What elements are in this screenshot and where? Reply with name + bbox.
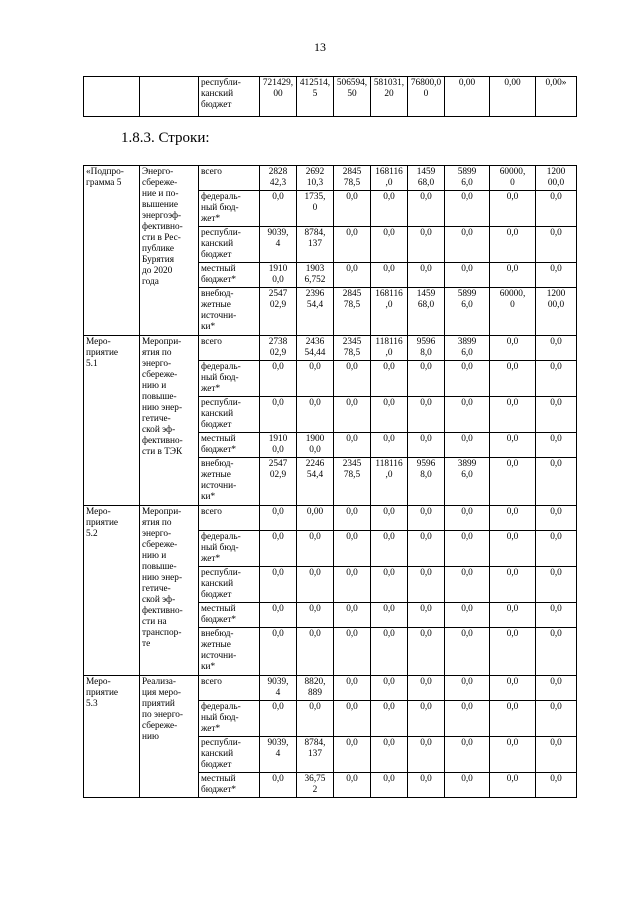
budget-table-continuation	[83, 76, 577, 117]
value-cell: 581031, 20	[371, 77, 408, 117]
value-cell: 0,0	[371, 676, 408, 701]
funding-source-cell: всего	[199, 506, 260, 531]
value-cell: 3899 6,0	[445, 458, 490, 506]
value-cell: 0,0	[334, 773, 371, 798]
value-cell: 0,0	[490, 433, 536, 458]
value-cell: 0,0	[334, 676, 371, 701]
value-cell: 0,0	[260, 773, 297, 798]
value-cell: 0,0	[371, 628, 408, 676]
value-cell: 0,0	[536, 263, 577, 288]
value-cell: 2246 54,4	[297, 458, 334, 506]
value-cell: 0,0	[408, 567, 445, 603]
program-name-cell: Реализа- ция меро- приятий по энерго- сбереже- нию	[140, 676, 199, 798]
value-cell: 0,0	[297, 567, 334, 603]
value-cell: 0,0	[371, 397, 408, 433]
value-cell: 2436 54,44	[297, 336, 334, 361]
funding-source-cell: республи- канский бюджет	[199, 397, 260, 433]
value-cell: 0,0	[536, 361, 577, 397]
value-cell: 2845 78,5	[334, 288, 371, 336]
value-cell: 0,0	[445, 263, 490, 288]
funding-source-cell: республи- канский бюджет	[199, 737, 260, 773]
value-cell: 1200 00,0	[536, 166, 577, 191]
value-cell: 0,0	[445, 227, 490, 263]
value-cell: 0,0	[445, 701, 490, 737]
value-cell: 0,0	[334, 603, 371, 628]
value-cell: 0,0	[490, 227, 536, 263]
value-cell: 0,0	[408, 397, 445, 433]
value-cell: 0,0	[334, 737, 371, 773]
value-cell: 0,0	[334, 506, 371, 531]
funding-source-cell: внебюд- жетные источни- ки*	[199, 288, 260, 336]
funding-source-cell: республи- канский бюджет	[199, 567, 260, 603]
value-cell: 0,0	[445, 531, 490, 567]
value-cell: 9039, 4	[260, 737, 297, 773]
program-name-cell: Меропри- ятия по энерго- сбереже- нию и повыше- нию энер- гетиче- ской эф- фективно- сти на транспор- те	[140, 506, 199, 676]
value-cell: 0,0	[490, 603, 536, 628]
value-cell: 0,0	[371, 506, 408, 531]
value-cell: 0,0	[490, 506, 536, 531]
table-row	[84, 77, 577, 117]
value-cell: 0,0	[408, 603, 445, 628]
value-cell: 9596 8,0	[408, 336, 445, 361]
funding-source-cell: внебюд- жетные источни- ки*	[199, 458, 260, 506]
value-cell: 2692 10,3	[297, 166, 334, 191]
value-cell: 506594, 50	[334, 77, 371, 117]
value-cell: 0,0	[445, 737, 490, 773]
value-cell: 0,0	[536, 506, 577, 531]
value-cell: 0,0	[490, 567, 536, 603]
funding-source-cell: местный бюджет*	[199, 773, 260, 798]
value-cell: 60000, 0	[490, 166, 536, 191]
value-cell: 0,0	[445, 676, 490, 701]
value-cell: 0,0	[536, 603, 577, 628]
value-cell: 60000, 0	[490, 288, 536, 336]
program-name-cell: Энерго- сбереже- ние и по- вышение энергоэф- фективно- сти в Рес- публике Бурятия до 2020 года	[140, 166, 199, 336]
funding-source-cell: федераль- ный бюд- жет*	[199, 361, 260, 397]
funding-source-cell: республи- канский бюджет	[199, 77, 260, 117]
value-cell: 0,0	[371, 531, 408, 567]
value-cell: 0,0	[490, 701, 536, 737]
value-cell: 3899 6,0	[445, 336, 490, 361]
value-cell: 0,0	[260, 531, 297, 567]
value-cell: 0,0	[445, 433, 490, 458]
value-cell: 0,0	[536, 227, 577, 263]
value-cell: 0,0	[334, 531, 371, 567]
value-cell: 1459 68,0	[408, 166, 445, 191]
value-cell: 0,0	[297, 701, 334, 737]
budget-table	[83, 165, 577, 798]
value-cell: 5899 6,0	[445, 166, 490, 191]
value-cell: 0,0	[408, 361, 445, 397]
value-cell: 168116 ,0	[371, 166, 408, 191]
value-cell: 118116 ,0	[371, 458, 408, 506]
value-cell: 0,0	[490, 336, 536, 361]
value-cell: 0,0	[408, 263, 445, 288]
value-cell: 0,0	[445, 506, 490, 531]
value-cell: 2828 42,3	[260, 166, 297, 191]
value-cell: 0,0	[297, 361, 334, 397]
program-code-cell: Меро- приятие 5.1	[84, 336, 140, 506]
value-cell: 0,0	[408, 737, 445, 773]
value-cell: 0,0	[260, 567, 297, 603]
value-cell: 1735, 0	[297, 191, 334, 227]
value-cell: 2345 78,5	[334, 458, 371, 506]
value-cell: 0,00	[445, 77, 490, 117]
funding-source-cell: местный бюджет*	[199, 263, 260, 288]
value-cell: 0,0	[445, 567, 490, 603]
table-row	[84, 166, 577, 191]
value-cell: 0,0	[445, 191, 490, 227]
value-cell: 0,0	[536, 567, 577, 603]
value-cell: 0,0	[297, 397, 334, 433]
value-cell: 0,0	[334, 263, 371, 288]
funding-source-cell: республи- канский бюджет	[199, 227, 260, 263]
table-row	[84, 506, 577, 531]
value-cell: 0,00	[297, 506, 334, 531]
value-cell: 0,0	[490, 191, 536, 227]
value-cell: 0,0	[490, 773, 536, 798]
value-cell: 1903 6,752	[297, 263, 334, 288]
program-code-cell: Меро- приятие 5.2	[84, 506, 140, 676]
value-cell: 0,0	[260, 628, 297, 676]
value-cell: 0,0	[260, 397, 297, 433]
value-cell: 0,0	[490, 676, 536, 701]
value-cell: 0,0	[536, 773, 577, 798]
value-cell: 0,0	[536, 458, 577, 506]
value-cell: 2345 78,5	[334, 336, 371, 361]
value-cell: 0,0	[334, 227, 371, 263]
section-heading: 1.8.3. Строки:	[121, 130, 210, 146]
value-cell: 0,0	[371, 361, 408, 397]
value-cell: 118116 ,0	[371, 336, 408, 361]
value-cell: 1200 00,0	[536, 288, 577, 336]
value-cell: 0,0	[297, 603, 334, 628]
value-cell: 721429, 00	[260, 77, 297, 117]
value-cell: 0,0	[297, 531, 334, 567]
value-cell: 0,0	[445, 773, 490, 798]
value-cell: 0,0	[371, 737, 408, 773]
value-cell: 0,0	[490, 628, 536, 676]
funding-source-cell: федераль- ный бюд- жет*	[199, 191, 260, 227]
funding-source-cell: местный бюджет*	[199, 603, 260, 628]
value-cell: 0,0	[334, 433, 371, 458]
value-cell: 0,0	[490, 397, 536, 433]
value-cell: 0,0	[408, 628, 445, 676]
funding-source-cell: всего	[199, 336, 260, 361]
funding-source-cell: федераль- ный бюд- жет*	[199, 531, 260, 567]
value-cell: 0,0	[334, 567, 371, 603]
value-cell: 0,0	[445, 397, 490, 433]
value-cell: 0,0	[536, 737, 577, 773]
value-cell: 0,0	[490, 263, 536, 288]
value-cell: 5899 6,0	[445, 288, 490, 336]
program-code-cell: «Подпро- грамма 5	[84, 166, 140, 336]
value-cell: 0,0	[260, 506, 297, 531]
value-cell: 0,0	[371, 773, 408, 798]
value-cell: 9039, 4	[260, 227, 297, 263]
value-cell: 8784, 137	[297, 737, 334, 773]
value-cell: 0,0	[408, 227, 445, 263]
value-cell: 0,0	[490, 458, 536, 506]
value-cell: 0,0	[371, 227, 408, 263]
value-cell: 0,0	[490, 361, 536, 397]
value-cell: 0,0	[334, 701, 371, 737]
table-row	[84, 676, 577, 701]
funding-source-cell: местный бюджет*	[199, 433, 260, 458]
value-cell: 0,0	[490, 737, 536, 773]
value-cell: 9596 8,0	[408, 458, 445, 506]
program-code-cell: Меро- приятие 5.3	[84, 676, 140, 798]
value-cell: 168116 ,0	[371, 288, 408, 336]
funding-source-cell: внебюд- жетные источни- ки*	[199, 628, 260, 676]
value-cell: 0,0	[408, 676, 445, 701]
value-cell: 0,0	[408, 191, 445, 227]
value-cell: 0,0	[445, 603, 490, 628]
value-cell: 0,0	[260, 191, 297, 227]
value-cell: 0,00	[490, 77, 536, 117]
value-cell: 0,0	[371, 567, 408, 603]
value-cell: 0,0	[371, 701, 408, 737]
value-cell: 8820, 889	[297, 676, 334, 701]
value-cell: 0,0	[536, 336, 577, 361]
value-cell: 1459 68,0	[408, 288, 445, 336]
value-cell: 2845 78,5	[334, 166, 371, 191]
value-cell: 0,0	[260, 603, 297, 628]
value-cell: 2396 54,4	[297, 288, 334, 336]
value-cell: 0,0	[408, 506, 445, 531]
value-cell: 0,0	[408, 531, 445, 567]
value-cell: 0,0	[536, 191, 577, 227]
value-cell: 0,0	[536, 433, 577, 458]
cell	[84, 77, 140, 117]
value-cell: 0,0	[408, 701, 445, 737]
value-cell: 0,0	[536, 676, 577, 701]
value-cell: 0,0	[536, 531, 577, 567]
value-cell: 0,0	[334, 361, 371, 397]
value-cell: 0,0	[490, 531, 536, 567]
value-cell: 0,00»	[536, 77, 577, 117]
value-cell: 0,0	[260, 701, 297, 737]
value-cell: 0,0	[334, 628, 371, 676]
value-cell: 0,0	[445, 361, 490, 397]
value-cell: 1910 0,0	[260, 263, 297, 288]
value-cell: 0,0	[297, 628, 334, 676]
value-cell: 2738 02,9	[260, 336, 297, 361]
funding-source-cell: всего	[199, 676, 260, 701]
table-row	[84, 336, 577, 361]
funding-source-cell: всего	[199, 166, 260, 191]
value-cell: 0,0	[371, 263, 408, 288]
value-cell: 412514, 5	[297, 77, 334, 117]
cell	[140, 77, 199, 117]
program-name-cell: Меропри- ятия по энерго- сбереже- нию и повыше- нию энер- гетиче- ской эф- фективно- сти в ТЭК	[140, 336, 199, 506]
value-cell: 8784, 137	[297, 227, 334, 263]
value-cell: 9039, 4	[260, 676, 297, 701]
value-cell: 0,0	[408, 433, 445, 458]
value-cell: 0,0	[334, 191, 371, 227]
value-cell: 2547 02,9	[260, 458, 297, 506]
value-cell: 2547 02,9	[260, 288, 297, 336]
value-cell: 0,0	[536, 397, 577, 433]
value-cell: 0,0	[536, 628, 577, 676]
funding-source-cell: федераль- ный бюд- жет*	[199, 701, 260, 737]
value-cell: 0,0	[408, 773, 445, 798]
value-cell: 76800,0 0	[408, 77, 445, 117]
value-cell: 0,0	[260, 361, 297, 397]
value-cell: 0,0	[371, 603, 408, 628]
value-cell: 36,75 2	[297, 773, 334, 798]
page-number: 13	[314, 40, 326, 54]
value-cell: 0,0	[371, 191, 408, 227]
value-cell: 0,0	[536, 701, 577, 737]
value-cell: 1900 0,0	[297, 433, 334, 458]
value-cell: 0,0	[334, 397, 371, 433]
value-cell: 0,0	[371, 433, 408, 458]
value-cell: 1910 0,0	[260, 433, 297, 458]
value-cell: 0,0	[445, 628, 490, 676]
